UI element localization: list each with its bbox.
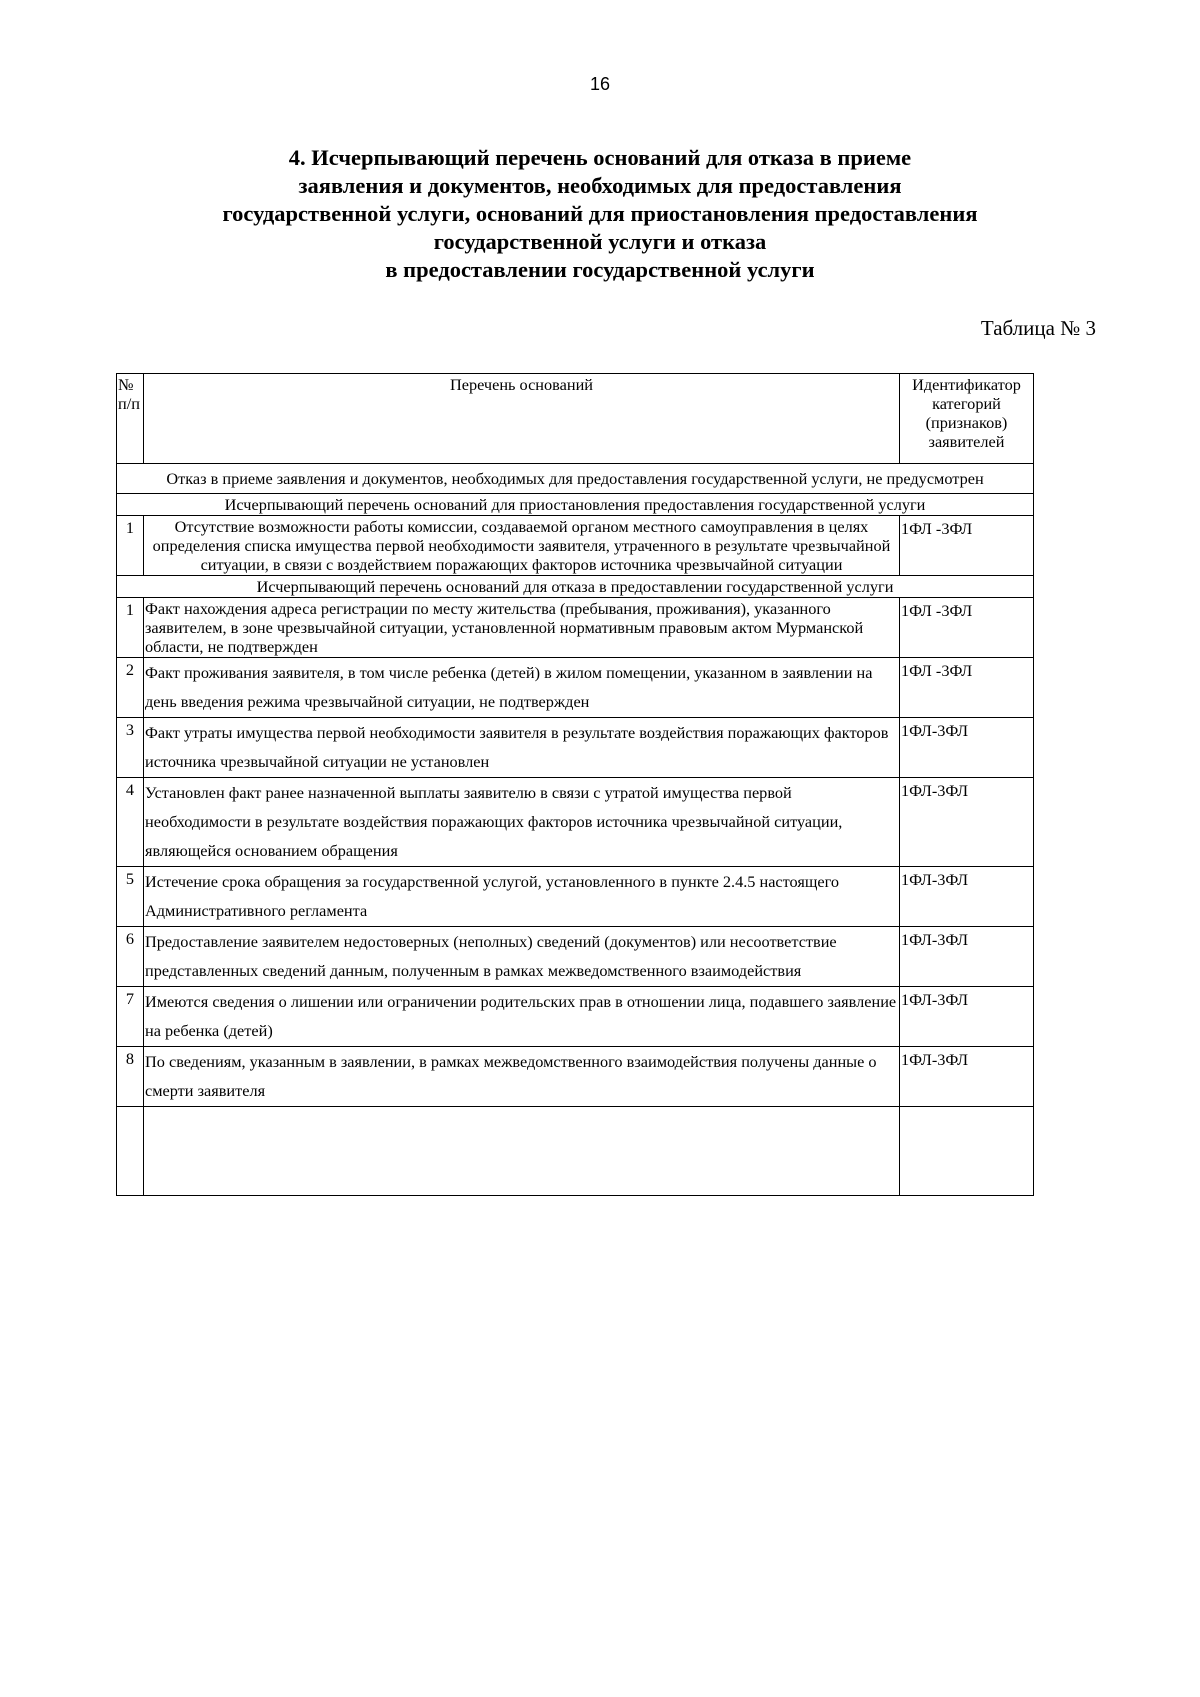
row-text: По сведениям, указанным в заявлении, в рамках межведомственного взаимодействия получены данные о смерти заявителя <box>144 1047 900 1107</box>
header-identifier: Идентификатор категорий (признаков) заявителей <box>900 374 1034 464</box>
table-row <box>117 778 1034 867</box>
row-code: 1ФЛ -3ФЛ <box>900 598 1034 658</box>
row-code: 1ФЛ-3ФЛ <box>900 1047 1034 1107</box>
row-number: 3 <box>117 718 144 778</box>
row-number: 7 <box>117 987 144 1047</box>
table-row <box>117 1047 1034 1107</box>
heading-line: в предоставлении государственной услуги <box>385 257 815 282</box>
section-row <box>117 576 1034 598</box>
row-text: Отсутствие возможности работы комиссии, создаваемой органом местного самоуправления в целях определения списка имущества первой необходимости заявителя, утраченного в результате чрезвычайной ситуации, в связи с воздействием поражающих факторов источника чрезвычайной ситуации <box>144 516 900 576</box>
table-row <box>117 927 1034 987</box>
table-row <box>117 658 1034 718</box>
row-number: 1 <box>117 598 144 658</box>
header-num: № п/п <box>117 374 144 464</box>
row-text: Факт нахождения адреса регистрации по месту жительства (пребывания, проживания), указанного заявителем, в зоне чрезвычайной ситуации, установленной нормативным правовым актом Мурманской области, не подтвержден <box>144 598 900 658</box>
table-row <box>117 598 1034 658</box>
row-number: 6 <box>117 927 144 987</box>
row-number: 8 <box>117 1047 144 1107</box>
empty-cell <box>900 1107 1034 1196</box>
empty-cell <box>117 1107 144 1196</box>
row-code: 1ФЛ-3ФЛ <box>900 778 1034 867</box>
section-no-refusal: Отказ в приеме заявления и документов, необходимых для предоставления государственной услуги, не предусмотрен <box>117 464 1034 494</box>
reasons-table <box>116 373 1034 1196</box>
empty-row <box>117 1107 1034 1196</box>
heading-line: государственной услуги и отказа <box>433 229 767 254</box>
header-reasons: Перечень оснований <box>144 374 900 464</box>
heading-line: 4. Исчерпывающий перечень оснований для отказа в приеме <box>288 145 912 170</box>
row-code: 1ФЛ -3ФЛ <box>900 516 1034 576</box>
table-label: Таблица № 3 <box>980 316 1096 340</box>
row-number: 4 <box>117 778 144 867</box>
row-code: 1ФЛ-3ФЛ <box>900 987 1034 1047</box>
row-number: 2 <box>117 658 144 718</box>
row-code: 1ФЛ-3ФЛ <box>900 867 1034 927</box>
row-code: 1ФЛ-3ФЛ <box>900 927 1034 987</box>
heading-line: заявления и документов, необходимых для предоставления <box>298 173 902 198</box>
empty-cell <box>144 1107 900 1196</box>
row-code: 1ФЛ -3ФЛ <box>900 658 1034 718</box>
row-text: Имеются сведения о лишении или ограничении родительских прав в отношении лица, подавшего заявление на ребенка (детей) <box>144 987 900 1047</box>
table-row <box>117 718 1034 778</box>
page-number: 16 <box>589 74 611 94</box>
table-row <box>117 987 1034 1047</box>
row-text: Предоставление заявителем недостоверных (неполных) сведений (документов) или несоответствие представленных сведений данным, полученным в рамках межведомственного взаимодействия <box>144 927 900 987</box>
row-code: 1ФЛ-3ФЛ <box>900 718 1034 778</box>
heading-line: государственной услуги, оснований для приостановления предоставления <box>222 201 978 226</box>
section-refusal: Исчерпывающий перечень оснований для отказа в предоставлении государственной услуги <box>117 576 1034 598</box>
section-row <box>117 494 1034 516</box>
row-number: 1 <box>117 516 144 576</box>
table-row <box>117 516 1034 576</box>
row-text: Установлен факт ранее назначенной выплаты заявителю в связи с утратой имущества первой необходимости в результате воздействия поражающих факторов источника чрезвычайной ситуации, являющейся основанием обращения <box>144 778 900 867</box>
section-suspension: Исчерпывающий перечень оснований для приостановления предоставления государственной услуги <box>117 494 1034 516</box>
row-text: Факт утраты имущества первой необходимости заявителя в результате воздействия поражающих факторов источника чрезвычайной ситуации не установлен <box>144 718 900 778</box>
row-number: 5 <box>117 867 144 927</box>
table-header-row <box>117 374 1034 464</box>
row-text: Факт проживания заявителя, в том числе ребенка (детей) в жилом помещении, указанном в заявлении на день введения режима чрезвычайной ситуации, не подтвержден <box>144 658 900 718</box>
table-row <box>117 867 1034 927</box>
row-text: Истечение срока обращения за государственной услугой, установленного в пункте 2.4.5 настоящего Административного регламента <box>144 867 900 927</box>
section-heading <box>150 144 1050 284</box>
section-row <box>117 464 1034 494</box>
